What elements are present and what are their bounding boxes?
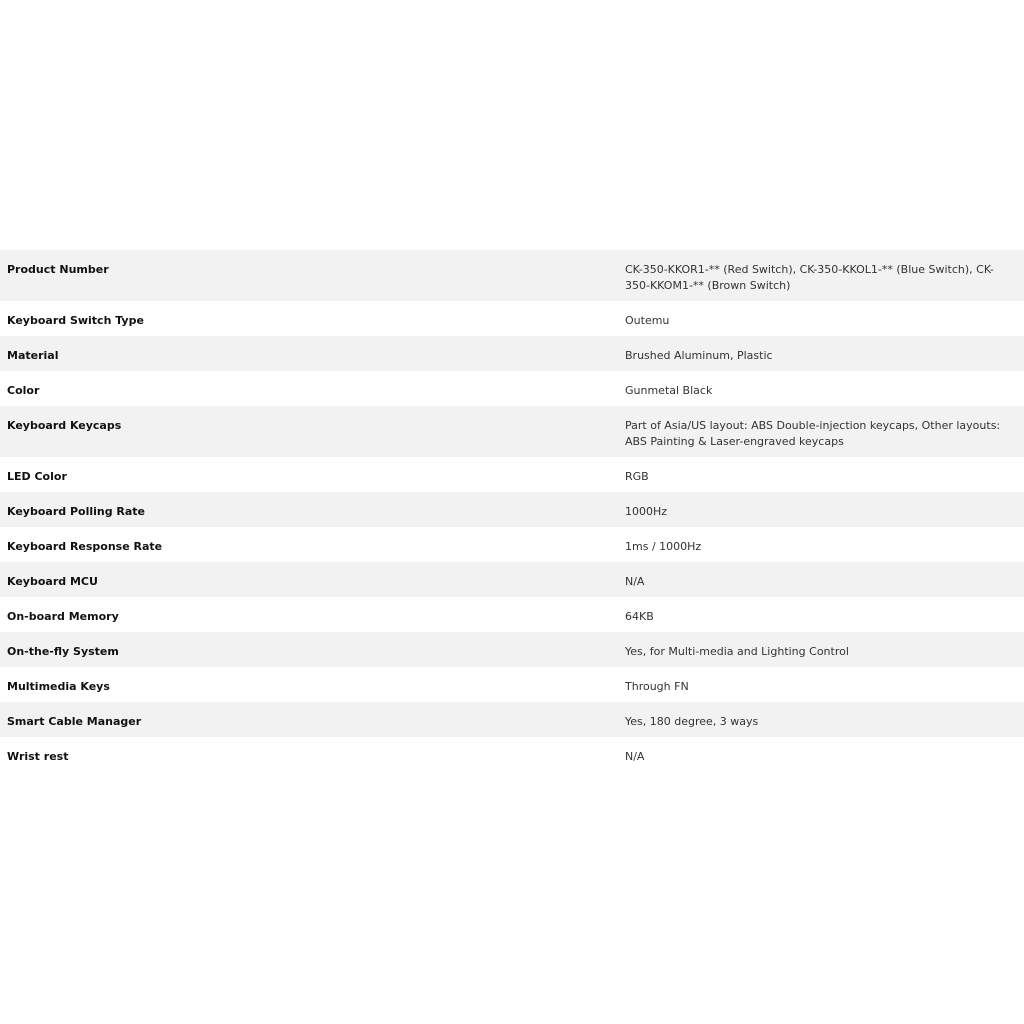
spec-value: Outemu (625, 314, 670, 327)
spec-label: On-the-fly System (7, 645, 119, 658)
spec-label: On-board Memory (7, 610, 119, 623)
table-row (0, 562, 1024, 597)
spec-label: Multimedia Keys (7, 680, 110, 693)
spec-label: Wrist rest (7, 750, 69, 763)
spec-value: Brushed Aluminum, Plastic (625, 349, 773, 362)
table-row (0, 301, 1024, 336)
spec-label: Keyboard Switch Type (7, 314, 144, 327)
spec-value: Gunmetal Black (625, 384, 713, 397)
spec-label: Keyboard Polling Rate (7, 505, 146, 518)
spec-label: Color (7, 384, 40, 397)
table-row (0, 527, 1024, 562)
spec-value: 1ms / 1000Hz (625, 540, 702, 553)
table-row (0, 492, 1024, 527)
spec-label: Keyboard Keycaps (7, 419, 122, 432)
spec-label: Product Number (7, 263, 109, 276)
spec-label: Smart Cable Manager (7, 715, 142, 728)
spec-label: Material (7, 349, 59, 362)
spec-value: RGB (625, 470, 649, 483)
table-row (0, 737, 1024, 772)
spec-value: N/A (625, 750, 645, 763)
spec-value: Through FN (625, 680, 689, 693)
spec-value: 1000Hz (625, 505, 668, 518)
table-row (0, 702, 1024, 737)
table-row (0, 406, 1024, 457)
table-row (0, 667, 1024, 702)
spec-value: Yes, for Multi-media and Lighting Control (625, 645, 849, 658)
spec-value: CK-350-KKOR1-** (Red Switch), CK-350-KKOL1-** (Blue Switch), CK-350-KKOM1-** (Brown Switch) (625, 263, 994, 292)
spec-label: Keyboard Response Rate (7, 540, 163, 553)
spec-label: LED Color (7, 470, 67, 483)
spec-value: 64KB (625, 610, 654, 623)
spec-label: Keyboard MCU (7, 575, 98, 588)
table-row (0, 336, 1024, 371)
spec-table (0, 250, 1024, 772)
table-row (0, 371, 1024, 406)
spec-value: N/A (625, 575, 645, 588)
table-row (0, 597, 1024, 632)
table-row (0, 632, 1024, 667)
table-row (0, 250, 1024, 301)
table-row (0, 457, 1024, 492)
spec-value: Yes, 180 degree, 3 ways (625, 715, 759, 728)
spec-value: Part of Asia/US layout: ABS Double-injection keycaps, Other layouts: ABS Painting & Laser-engraved keycaps (625, 419, 1001, 448)
